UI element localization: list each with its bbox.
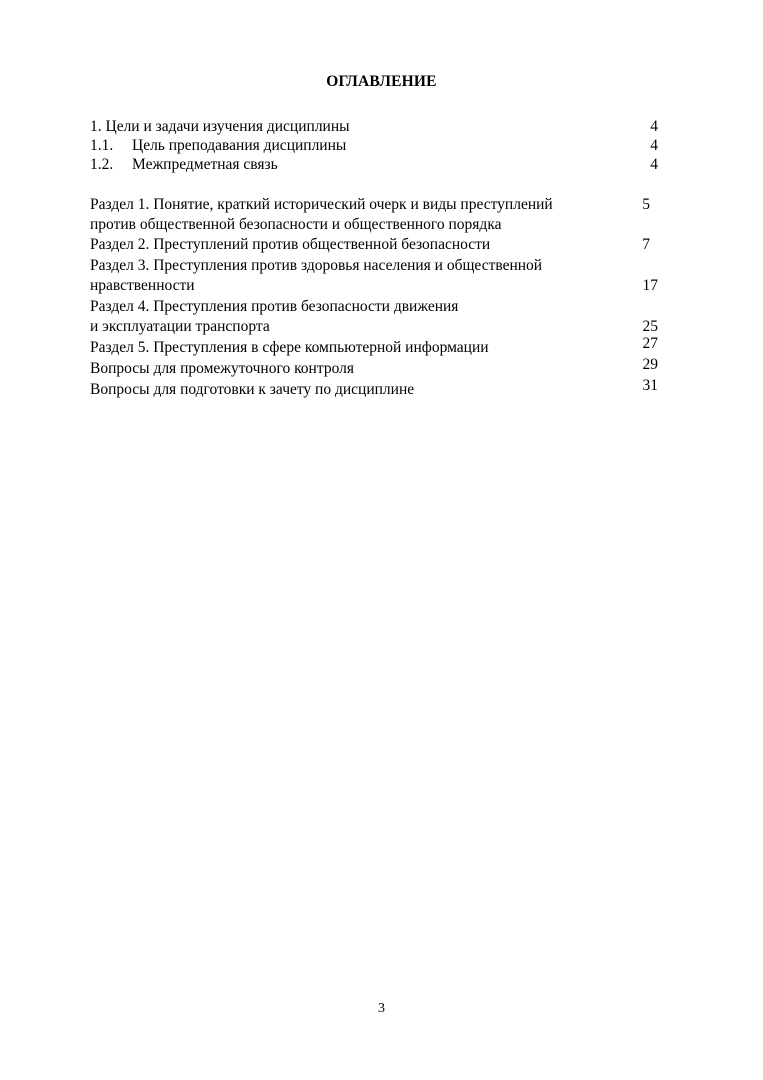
toc-entry-label: Межпредметная связь	[132, 156, 278, 173]
toc-entry-page: 17	[642, 277, 658, 294]
toc-entry-text	[90, 136, 346, 156]
toc-entry-page: 4	[650, 156, 658, 173]
toc-entry-page: 25	[642, 318, 658, 335]
toc-entry-text: Раздел 3. Преступления против здоровья населения и общественной	[90, 257, 543, 274]
toc-entry-text: против общественной безопасности и общественного порядка	[90, 216, 502, 233]
toc-entry-text: Раздел 2. Преступлений против общественной безопасности	[90, 236, 491, 253]
toc-entry-text: Раздел 1. Понятие, краткий исторический очерк и виды преступлений	[90, 196, 553, 213]
toc-entry-number: 1.1.	[90, 137, 114, 154]
toc-entry-page: 7	[642, 236, 650, 253]
toc-entry-text: Раздел 4. Преступления против безопасности движения	[90, 298, 459, 315]
toc-entry-number: 1.2.	[90, 156, 114, 173]
toc-entry-text: нравственности	[90, 277, 195, 294]
toc-entry-label: Цель преподавания дисциплины	[132, 137, 347, 154]
toc-entry-page: 5	[642, 196, 650, 213]
toc-entry-text: Раздел 5. Преступления в сфере компьютерной информации	[90, 339, 489, 356]
toc-entry-page: 4	[650, 118, 658, 135]
toc-entry-text: Вопросы для подготовки к зачету по дисциплине	[90, 381, 415, 398]
toc-entry-text	[90, 155, 278, 175]
toc-entry-page: 31	[642, 377, 658, 394]
toc-entry-text: Вопросы для промежуточного контроля	[90, 360, 354, 377]
toc-title: ОГЛАВЛЕНИЕ	[326, 73, 437, 90]
toc-entry-page: 4	[650, 137, 658, 154]
toc-entry-text: и эксплуатации транспорта	[90, 318, 270, 335]
toc-entry-text: 1. Цели и задачи изучения дисциплины	[90, 118, 350, 135]
page-number: 3	[378, 1001, 385, 1016]
toc-entry-page: 27	[642, 335, 658, 352]
toc-entry-page: 29	[642, 356, 658, 373]
